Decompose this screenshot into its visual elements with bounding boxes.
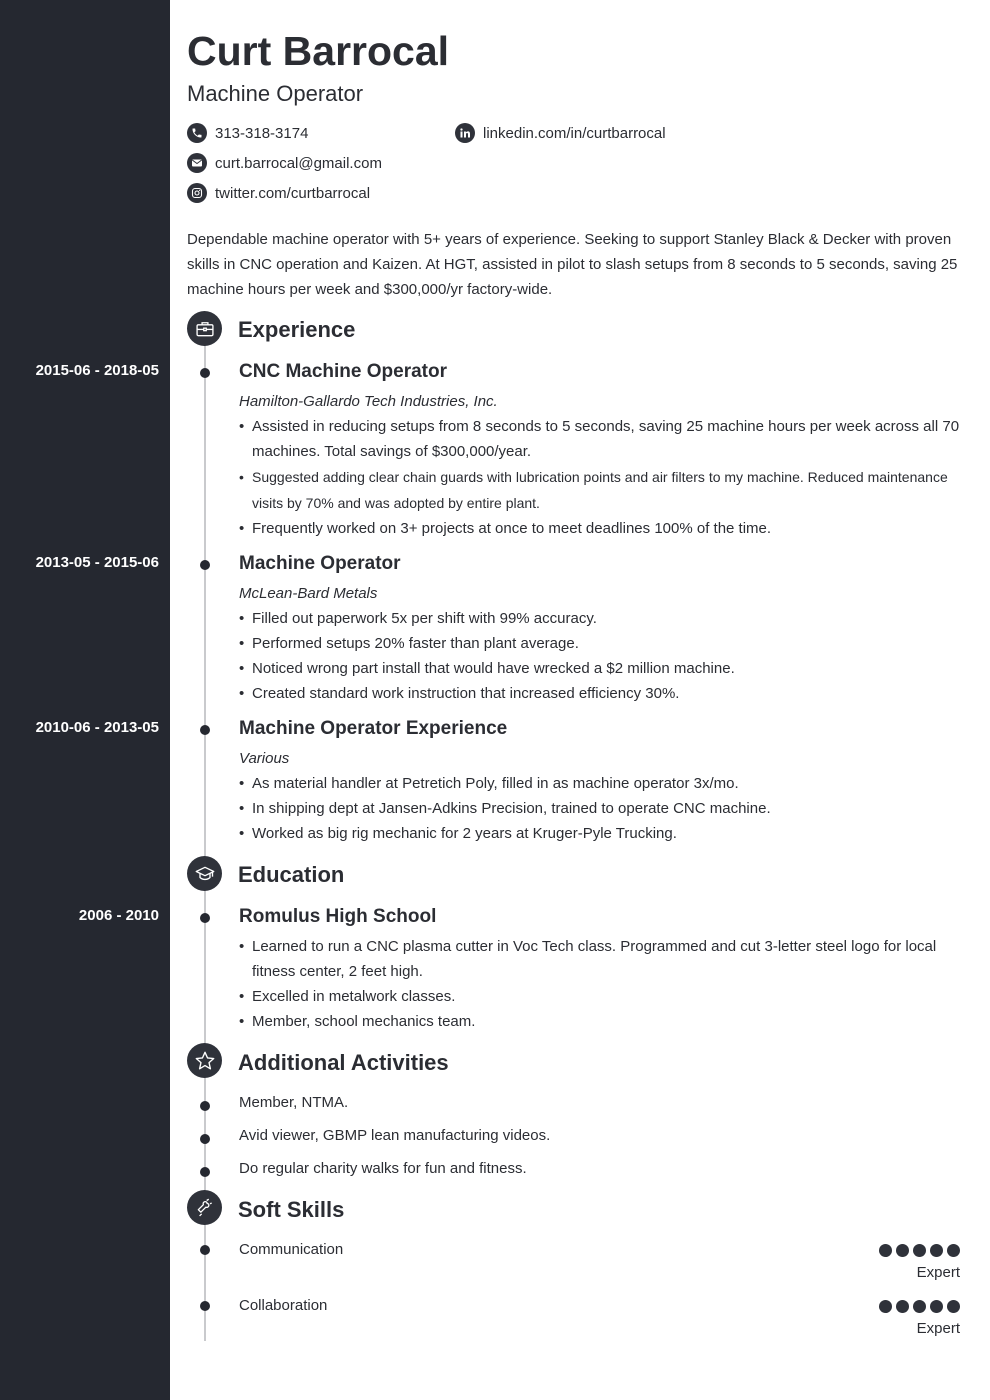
list-item: • Learned to run a CNC plasma cutter in Voc Tech class. Programmed and cut 3-letter steel logo for local fitness center, 2 feet high. — [239, 934, 972, 984]
section-title-education: Education — [238, 862, 345, 887]
rating-dot — [947, 1300, 960, 1313]
job-bullets — [239, 606, 972, 706]
phone-text: 313-318-3174 — [215, 124, 309, 142]
section-title-skills: Soft Skills — [238, 1197, 345, 1222]
job-title: Machine Operator Experience — [239, 718, 508, 739]
job-bullets — [239, 771, 972, 846]
rating-dot — [879, 1244, 892, 1257]
rating-dot — [947, 1244, 960, 1257]
list-item: • Suggested adding clear chain guards with lubrication points and air filters to my machine. Reduced maintenance visits by 70% and was adopted by entire plant. — [239, 464, 972, 516]
instagram-style-icon — [187, 183, 207, 203]
rating-dot — [913, 1244, 926, 1257]
phone-icon — [187, 123, 207, 143]
timeline-line — [204, 325, 206, 1341]
list-item: • Excelled in metalwork classes. — [239, 984, 972, 1009]
school-name: Romulus High School — [239, 906, 437, 927]
graduation-cap-icon — [187, 856, 222, 891]
contact-linkedin[interactable] — [455, 123, 666, 143]
timeline-dot — [200, 1167, 210, 1177]
list-item: • Performed setups 20% faster than plant average. — [239, 631, 972, 656]
timeline-dot — [200, 1301, 210, 1311]
education-dates: 2006 - 2010 — [78, 907, 159, 924]
skill-level: Expert — [916, 1320, 960, 1337]
skill-name: Communication — [239, 1241, 344, 1258]
skill-rating — [879, 1244, 960, 1257]
list-item: Member, NTMA. — [239, 1094, 349, 1111]
timeline-dot — [200, 1134, 210, 1144]
rating-dot — [896, 1244, 909, 1257]
job-bullets — [239, 414, 972, 541]
linkedin-icon — [455, 123, 475, 143]
timeline-dot — [200, 913, 210, 923]
contact-phone[interactable] — [187, 123, 308, 143]
rating-dot — [896, 1300, 909, 1313]
candidate-title: Machine Operator — [187, 81, 364, 106]
timeline-dot — [200, 368, 210, 378]
timeline-dot — [200, 1245, 210, 1255]
job-dates: 2015-06 - 2018-05 — [35, 362, 159, 379]
job-title: Machine Operator — [239, 553, 401, 574]
job-dates: 2013-05 - 2015-06 — [35, 554, 159, 571]
job-company: McLean-Bard Metals — [239, 585, 378, 602]
summary-paragraph: Dependable machine operator with 5+ years of experience. Seeking to support Stanley Black & Decker with proven skills in CNC operation and Kaizen. At HGT, assisted in pilot to slash setups from 8 seconds to 5 seconds, saving 25 machine hours per week and $300,000/yr factory-wide. — [187, 231, 958, 298]
list-item: • Assisted in reducing setups from 8 seconds to 5 seconds, saving 25 machine hours per week across all 70 machines. Total savings of $300,000/year. — [239, 414, 972, 464]
education-bullets — [239, 934, 972, 1034]
list-item: • Worked as big rig mechanic for 2 years at Kruger-Pyle Trucking. — [239, 821, 972, 846]
twitter-text: twitter.com/curtbarrocal — [215, 184, 371, 202]
contact-email[interactable] — [187, 153, 382, 173]
section-title-experience: Experience — [238, 317, 356, 342]
list-item: • Created standard work instruction that increased efficiency 30%. — [239, 681, 972, 706]
timeline-dot — [200, 1101, 210, 1111]
email-icon — [187, 153, 207, 173]
section-title-activities: Additional Activities — [238, 1050, 449, 1075]
linkedin-text: linkedin.com/in/curtbarrocal — [483, 124, 666, 142]
list-item: Avid viewer, GBMP lean manufacturing videos. — [239, 1127, 551, 1144]
candidate-name: Curt Barrocal — [187, 28, 450, 74]
rating-dot — [930, 1300, 943, 1313]
sidebar — [0, 0, 170, 1400]
rating-dot — [930, 1244, 943, 1257]
rating-dot — [913, 1300, 926, 1313]
skill-rating — [879, 1300, 960, 1313]
job-company: Hamilton-Gallardo Tech Industries, Inc. — [239, 393, 498, 410]
list-item: • As material handler at Petretich Poly, filled in as machine operator 3x/mo. — [239, 771, 972, 796]
job-company: Various — [239, 750, 290, 767]
star-icon — [187, 1043, 222, 1078]
list-item: • Noticed wrong part install that would have wrecked a $2 million machine. — [239, 656, 972, 681]
puzzle-icon — [187, 1190, 222, 1225]
list-item: • In shipping dept at Jansen-Adkins Precision, trained to operate CNC machine. — [239, 796, 972, 821]
email-text: curt.barrocal@gmail.com — [215, 154, 382, 172]
list-item: • Frequently worked on 3+ projects at once to meet deadlines 100% of the time. — [239, 516, 972, 541]
list-item: • Member, school mechanics team. — [239, 1009, 972, 1034]
list-item: Do regular charity walks for fun and fitness. — [239, 1160, 527, 1177]
list-item: • Filled out paperwork 5x per shift with 99% accuracy. — [239, 606, 972, 631]
job-title: CNC Machine Operator — [239, 361, 447, 382]
timeline-dot — [200, 725, 210, 735]
briefcase-icon — [187, 311, 222, 346]
job-dates: 2010-06 - 2013-05 — [35, 719, 159, 736]
contact-twitter[interactable] — [187, 183, 370, 203]
rating-dot — [879, 1300, 892, 1313]
timeline-dot — [200, 560, 210, 570]
skill-name: Collaboration — [239, 1297, 328, 1314]
skill-level: Expert — [916, 1264, 960, 1281]
